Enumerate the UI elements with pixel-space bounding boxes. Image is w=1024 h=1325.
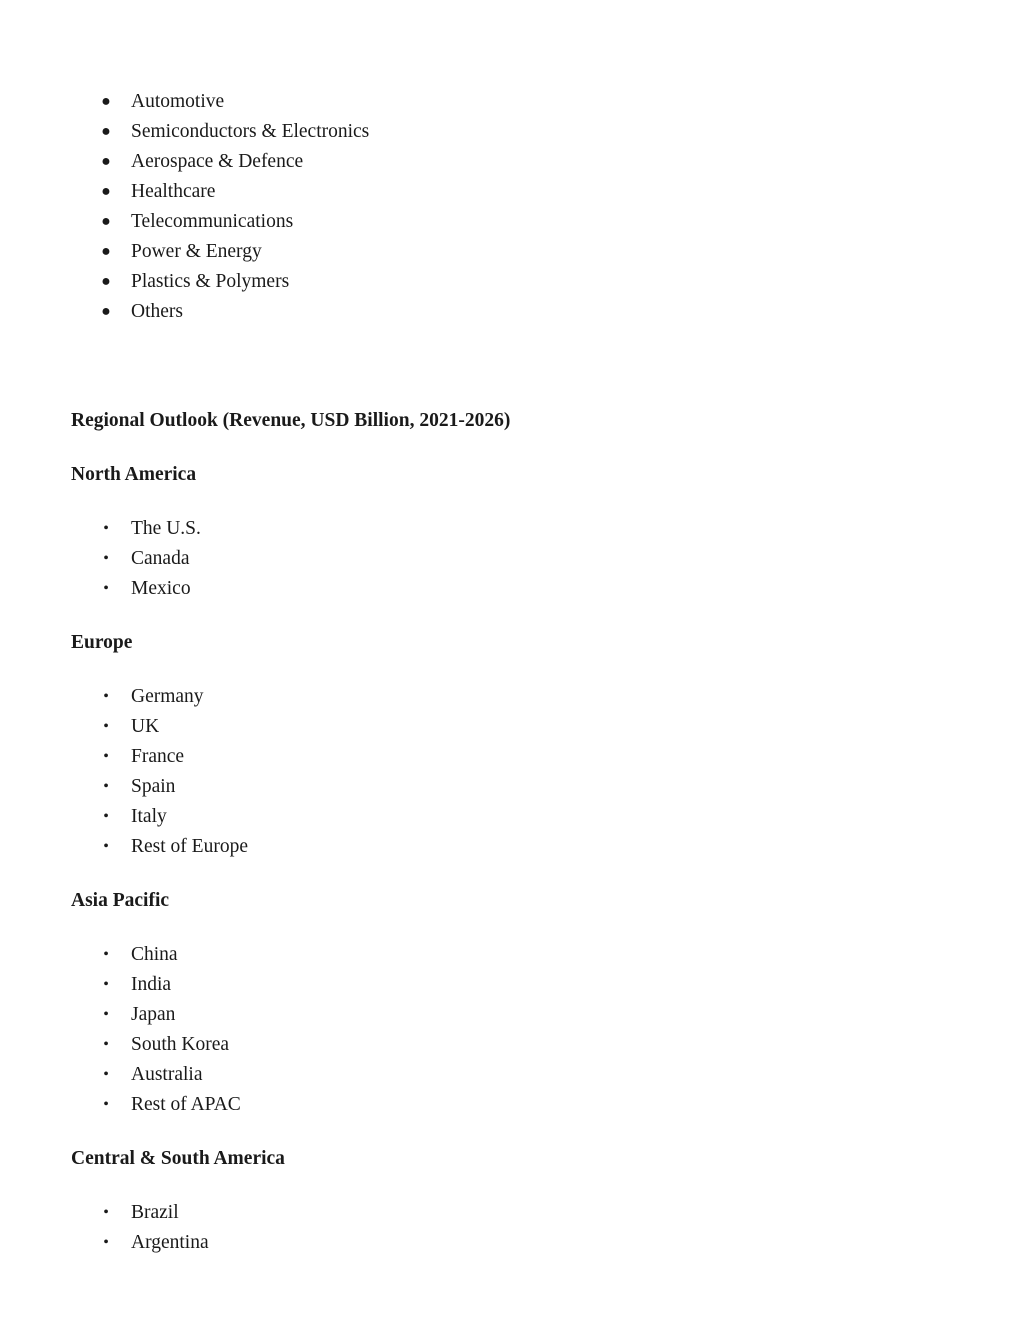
bullet-icon: • xyxy=(103,1234,109,1251)
bullet-icon: • xyxy=(103,1096,109,1113)
bullet-icon: ● xyxy=(101,303,111,320)
bullet-icon: • xyxy=(103,688,109,705)
region-heading-europe: Europe xyxy=(71,632,133,653)
bullet-icon: • xyxy=(103,1006,109,1023)
region-heading-north-america: North America xyxy=(71,464,197,485)
bullet-icon: • xyxy=(103,1204,109,1221)
bullet-icon: ● xyxy=(101,243,111,260)
bullet-icon: • xyxy=(103,976,109,993)
bullet-icon: • xyxy=(103,748,109,765)
document-page: ● Automotive ● Semiconductors & Electronics ● Aerospace & Defence ● Healthcare ● Telecommunications ● Power & Energy ● Plastics & Polymers ● Others Regional Outlook (Revenue, USD Billion, 2021-2026) North America • The U.S. • Canada • Mexico Europe • Germany • UK • France • Spain • Italy • Rest of Europe Asia Pacific • China • India • Japan • South Korea • Australia • Rest of APAC Central & South America • Brazil • Argentina xyxy=(0,0,1024,1325)
bullet-icon: • xyxy=(103,718,109,735)
bullet-icon: • xyxy=(103,778,109,795)
region-heading-central-south-america: Central & South America xyxy=(71,1148,285,1169)
bullet-icon: • xyxy=(103,808,109,825)
region-heading-asia-pacific: Asia Pacific xyxy=(71,890,170,911)
bullet-icon: ● xyxy=(101,213,111,230)
bullet-icon: ● xyxy=(101,123,111,140)
bullet-icon: ● xyxy=(101,183,111,200)
bullet-icon: • xyxy=(103,838,109,855)
bullet-icon: • xyxy=(103,1066,109,1083)
bullet-icon: • xyxy=(103,946,109,963)
regional-outlook-heading: Regional Outlook (Revenue, USD Billion, 2021-2026) xyxy=(71,410,511,431)
bullet-icon: • xyxy=(103,520,109,537)
bullet-icon: ● xyxy=(101,153,111,170)
bullet-icon: ● xyxy=(101,273,111,290)
bullet-icon: • xyxy=(103,1036,109,1053)
bullet-icon: • xyxy=(103,550,109,567)
bullet-icon: • xyxy=(103,580,109,597)
bullet-icon: ● xyxy=(101,93,111,110)
